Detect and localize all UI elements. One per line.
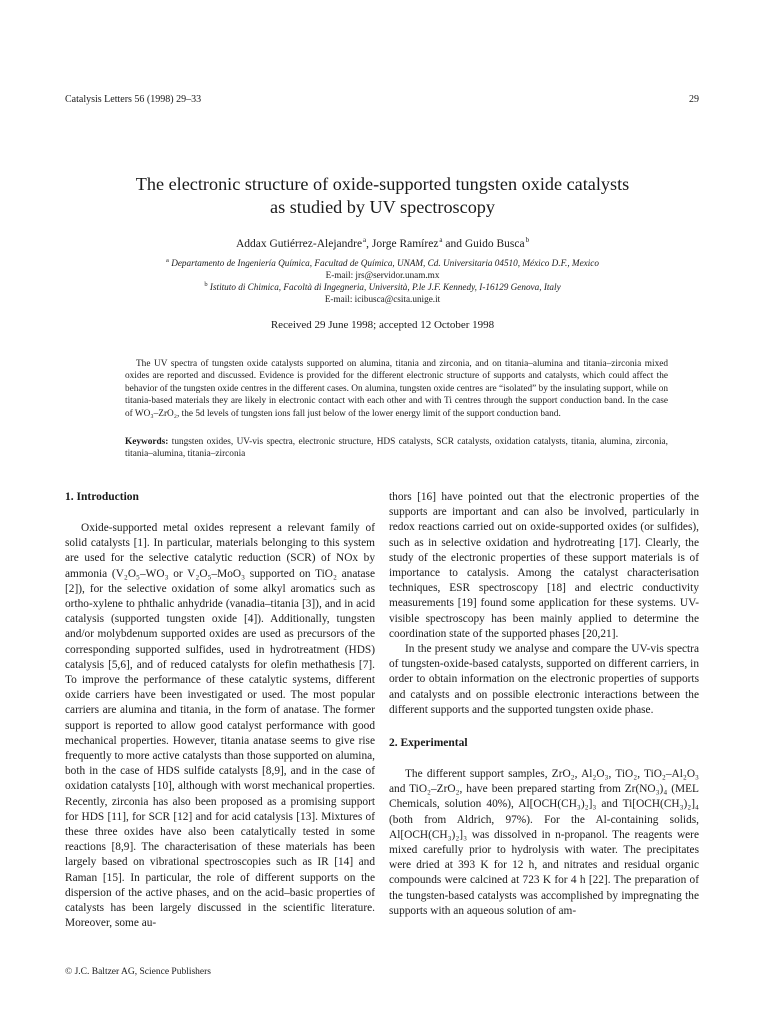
intro-paragraph-1: Oxide-supported metal oxides represent a relevant family of solid catalysts [1]. In particular, materials belonging to this system are used for the selective catalytic reduction (SCR) of NOx by ammonia (V₂O₅–WO₃ or V₂O₅–MoO₃ supported on TiO₂ anatase [2]), for the selective oxidation of some alkyl aromatics such as ortho-xylene to phthalic anhydride (vanadia–titania [3]), and in acid catalysis (supported tungsten oxide [4]). Additionally, tungsten and/or molybdenum supported oxides are used as precursors of the corresponding supported sulfides, used in hydrotreatment (HDS) catalysis [5,6], and of reduced catalysts for olefin methathesis [7]. To improve the performance of these catalytic systems, different oxide carriers have been investigated or used. The most popular carriers are alumina and titania, in the form of anatase. The former support is reported to allow good catalyst performance with good mechanical properties. However, titania anatase seems to give rise frequently to more active catalysts than those supported on alumina, both in the case of HDS sulfide catalysts [8,9], and in the case of oxidation catalysts [10], although with worst mechanical properties. Recently, zirconia has also been proposed as a promising support for HDS [11], for SCR [12] and for acid catalysis [13]. Mixtures of these three oxides have also been catalytically tested in some reactions [8,9]. The characterisation of these materials has been largely based on vibrational spectroscopies such as IR [14] and Raman [15]. In particular, the role of different supports on the dispersion of the active phases, and on the acid–basic properties of catalysts has been largely discussed in the scientific literature. Moreover, some au- <box>65 522 375 930</box>
author-list <box>70 236 695 250</box>
journal-citation: Catalysis Letters 56 (1998) 29–33 <box>65 94 202 105</box>
keywords <box>125 436 668 461</box>
received-dates: Received 29 June 1998; accepted 12 October 1998 <box>270 319 495 331</box>
affiliation-email: E-mail: jrs@servidor.unam.mx <box>325 270 440 281</box>
author-name: Jorge Ramírez <box>371 237 439 250</box>
affiliation-mark: a <box>166 257 169 264</box>
right-column <box>389 490 699 919</box>
keywords-label: Keywords: <box>125 437 169 447</box>
author-affiliation-mark: a <box>439 236 443 244</box>
author-affiliation-mark: b <box>525 236 530 244</box>
title-line-1: The electronic structure of oxide-supported tungsten oxide catalysts <box>135 174 630 194</box>
affiliation-mark: b <box>204 281 208 288</box>
experimental-paragraph-1: The different support samples, ZrO₂, Al₂O₃, TiO₂, TiO₂–Al₂O₃ and TiO₂–ZrO₂, have been prepared starting from Zr(NO₃)₄ (MEL Chemicals, solution 40%), Al[OCH(CH₃)₂]₃ and Ti[OCH(CH₃)₂]₄ (both from Aldrich, 97%). For the Al-containing solids, Al[OCH(CH₃)₂]₃ was dissolved in n-propanol. The reagents were mixed carefully prior to hydrolysis with water. The precipitates were dried at 393 K for 12 h, and nitrates and residual organic compounds were calcined at 723 K for 4 h [22]. The preparation of the tungsten-based catalysts was accomplished by impregnating the supports with an aqueous solution of am- <box>389 768 699 917</box>
author-affiliation-mark: a <box>363 236 367 244</box>
paper-title <box>70 173 695 219</box>
abstract: The UV spectra of tungsten oxide catalysts supported on alumina, titania and zirconia, and on titania–alumina and titania–zirconia mixed oxides are reported and discussed. Evidence is provided for the different electronic structure of supports and catalysts, which could affect the behavior of the tungsten oxide centres in the different cases. On alumina, tungsten oxide centres are “isolated” by the insulating support, while on titania-based materials they are likely in electronic contact with each other and with Ti centres through the support conduction band. In the case of WO₃–ZrO₂, the 5d levels of tungsten ions fall just below of the lower energy limit of the support conduction band. <box>125 359 668 419</box>
keywords-text: tungsten oxides, UV-vis spectra, electronic structure, HDS catalysts, SCR catalysts, oxidation catalysts, titania, alumina, zirconia, titania–alumina, titania–zirconia <box>125 437 668 460</box>
affiliation-email: E-mail: icibusca@csita.unige.it <box>324 294 441 305</box>
affiliation <box>70 279 695 305</box>
page-number: 29 <box>689 94 699 105</box>
left-column <box>65 490 375 931</box>
section-heading-introduction: 1. Introduction <box>65 491 139 503</box>
publisher-copyright: © J.C. Baltzer AG, Science Publishers <box>65 967 212 977</box>
affiliation <box>70 255 695 281</box>
section-heading-experimental: 2. Experimental <box>389 737 468 750</box>
author-separator: and <box>442 237 465 250</box>
affiliation-text: Istituto di Chimica, Facoltà di Ingegneria, Università, P.le J.F. Kennedy, I-16129 Genova, Italy <box>209 282 561 293</box>
author-name: Addax Gutiérrez-Alejandre <box>235 237 363 250</box>
affiliation-text: Departamento de Ingeniería Química, Facultad de Química, UNAM, Cd. Universitaria 04510, México D.F., Mexico <box>171 258 599 269</box>
author-name: Guido Busca <box>464 237 525 250</box>
intro-paragraph-1-continued: thors [16] have pointed out that the electronic properties of the supports are important and can also be involved, particularly in redox reactions carried out on oxide-supported oxides (or sulfides), such as in selective oxidation and hydrotreating [17]. Clearly, the study of the electronic properties of these support materials is of importance to catalysis. Among the catalyst characterisation techniques, ESR spectroscopy [18] and electric conductivity measurements [19] found some application for these systems. UV-visible spectroscopy has been mainly applied to determine the coordination state of the supported phases [20,21]. <box>389 491 699 640</box>
title-line-2: as studied by UV spectroscopy <box>270 197 495 217</box>
author-separator: , <box>366 237 372 250</box>
intro-paragraph-2: In the present study we analyse and compare the UV-vis spectra of tungsten-oxide-based catalysts, supported on different carriers, in order to obtain information on the electronic properties of supports and catalysts and on possible electronic interactions between the different supports and the supported tungsten oxide phase. <box>389 643 699 716</box>
